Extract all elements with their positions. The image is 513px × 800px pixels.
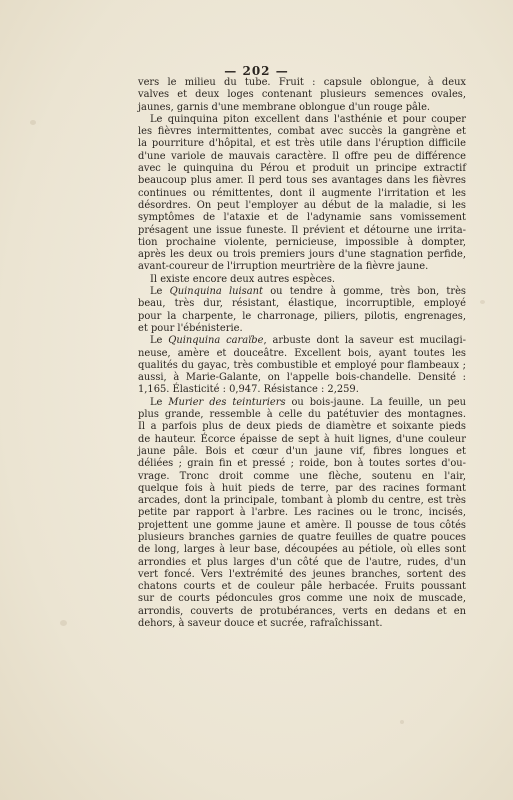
text-line: tion prochaine violente, pernicieuse, impossible à dompter, — [138, 236, 466, 248]
paragraph-murier — [138, 397, 466, 631]
text-line: la pourriture d'hôpital, et est très utile dans l'éruption difficile — [138, 138, 466, 150]
lead-text: Le — [150, 286, 170, 298]
lead-text: Le — [150, 396, 169, 408]
text-line: de hauteur. Écorce épaisse de sept à huit lignes, d'une couleur — [138, 433, 466, 445]
text-line: beaucoup plus amer. Il perd tous ses avantages dans les fièvres — [138, 175, 466, 187]
text-line — [138, 335, 466, 347]
text-line: et pour l'ébénisterie. — [138, 322, 243, 334]
text-line: qualités du gayac, très combustible et employé pour flambeaux ; — [138, 359, 466, 371]
text-line: vrage. Tronc droit comme une flèche, soutenu en l'air, — [138, 470, 466, 482]
text-line: Il a parfois plus de deux pieds de diamètre et soixante pieds — [138, 421, 466, 433]
text-line: désordres. On peut l'employer au début de la maladie, si les — [138, 199, 466, 211]
text-line: projettent une gomme jaune et amère. Il pousse de tous côtés — [138, 519, 466, 531]
text-line: déliées ; grain fin et pressé ; roide, bon à toutes sortes d'ou- — [138, 458, 466, 470]
line-rest: , arbuste dont la saveur est mucilagi- — [263, 335, 466, 347]
paper-spot — [400, 720, 404, 724]
text-line: neuse, amère et douceâtre. Excellent bois, ayant toutes les — [138, 347, 466, 359]
page-number: — 202 — — [224, 64, 289, 78]
line-rest: ou bois-jaune. La feuille, un peu — [285, 396, 466, 408]
paragraph-quinquina-piton — [138, 114, 466, 274]
paragraph-fruit — [138, 77, 466, 114]
text-line: continues ou rémittentes, dont il augmente l'irritation et les — [138, 187, 466, 199]
text-line: jaune pâle. Bois et cœur d'un jaune vif, fibres longues et — [138, 445, 466, 457]
text-line — [138, 397, 466, 409]
text-line: avec le quinquina du Pérou et produit un principe extractif — [138, 163, 466, 175]
text-line: arcades, dont la principale, tombant à plomb du centre, est très — [138, 495, 466, 507]
text-line: plus grande, ressemble à celle du patétuvier des montagnes. — [138, 409, 466, 421]
line-rest: ou tendre à gomme, très bon, très — [262, 286, 466, 298]
text-line: valves et deux loges contenant plusieurs semences ovales, — [138, 89, 466, 101]
text-line: 1,165. Élasticité : 0,947. Résistance : 2,259. — [138, 384, 359, 396]
paper-spot — [480, 300, 485, 304]
text-line: d'une variole de mauvais caractère. Il offre peu de différence — [138, 150, 466, 162]
text-line: petite par rapport à l'arbre. Les racines ou le tronc, incisés, — [138, 507, 466, 519]
text-line: jaunes, garnis d'une membrane oblongue d'un rouge pâle. — [138, 101, 431, 113]
text-line: arrondies et plus larges d'un côté que de l'autre, rudes, d'un — [138, 556, 466, 568]
text-line: pour la charpente, le charronage, piliers, pilotis, engrenages, — [138, 310, 466, 322]
text-line: sur de courts pédoncules gros comme une noix de muscade, — [138, 593, 466, 605]
text-line: symptômes de l'ataxie et de l'adynamie sans vomissement — [138, 212, 466, 224]
body-text — [138, 77, 466, 630]
text-line: les fièvres intermittentes, combat avec succès la gangrène et — [138, 126, 466, 138]
lead-text: Le — [150, 335, 169, 347]
paragraph-quinquina-luisant — [138, 286, 466, 335]
species-name: Quinquina caraïbe — [168, 335, 264, 347]
text-line: présagent une issue funeste. Il prévient et détourne une irrita- — [138, 224, 466, 236]
text-line: chatons courts et de couleur pâle herbacée. Fruits poussant — [138, 581, 466, 593]
text-line: après les deux ou trois premiers jours d'une stagnation perfide, — [138, 249, 466, 261]
text-line — [138, 286, 466, 298]
text-line: aussi, à Marie-Galante, on l'appelle bois-chandelle. Densité : — [138, 372, 466, 384]
text-line: plusieurs branches garnies de quatre feuilles de quatre pouces — [138, 531, 466, 543]
text-line: Le quinquina piton excellent dans l'asthénie et pour couper — [150, 113, 466, 125]
paper-spot — [60, 620, 67, 626]
text-line: vers le milieu du tube. Fruit : capsule oblongue, à deux — [138, 77, 466, 88]
text-line: beau, très dur, résistant, élastique, incorruptible, employé — [138, 298, 466, 310]
text-line: avant-coureur de l'irruption meurtrière de la fièvre jaune. — [138, 261, 429, 273]
species-name: Murier des teinturiers — [168, 396, 286, 408]
text-line: dehors, à saveur douce et sucrée, rafraîchissant. — [138, 618, 383, 630]
paper-spot — [30, 120, 36, 125]
text-line: arrondis, couverts de protubérances, verts en dedans et en — [138, 605, 466, 617]
paragraph-quinquina-caraibe — [138, 335, 466, 396]
paragraph-deux-especes — [138, 274, 466, 286]
text-line: quelque fois à huit pieds de terre, par des racines formant — [138, 482, 466, 494]
text-line: vert foncé. Vers l'extrémité des jeunes branches, sortent des — [138, 568, 466, 580]
species-name: Quinquina luisant — [169, 286, 263, 298]
text-line: Il existe encore deux autres espèces. — [150, 273, 336, 285]
text-line: de long, larges à leur base, découpées au pétiole, où elles sont — [138, 544, 466, 556]
